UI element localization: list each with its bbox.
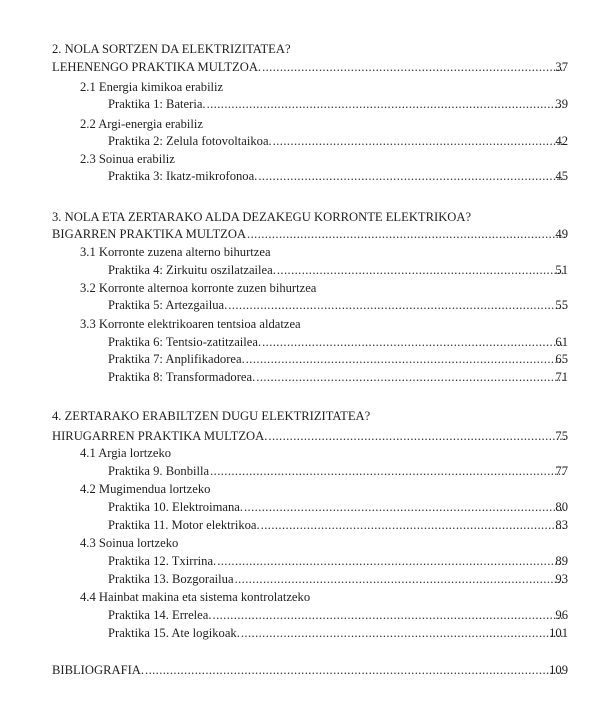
toc-page-number: 96 (555, 608, 568, 622)
toc-page-number: 93 (555, 572, 568, 586)
toc-page-number: 65 (555, 352, 568, 366)
toc-entry-label: Praktika 12. Txirrina. (108, 554, 217, 568)
practice-8-entry[interactable] (108, 368, 568, 386)
practice-10-entry[interactable] (108, 498, 568, 516)
practice-15-entry[interactable] (108, 624, 568, 642)
subsection-3-3: 3.3 Korronte elektrikoaren tentsioa aldatzea (80, 317, 301, 331)
practice-9-entry[interactable] (108, 462, 568, 480)
subsection-4-3: 4.3 Soinua lortzeko (80, 536, 179, 550)
dot-leader (247, 225, 565, 243)
practice-11-entry[interactable] (108, 516, 568, 534)
practice-1-entry[interactable] (108, 95, 568, 113)
toc-page-number: 49 (555, 227, 568, 241)
practice-14-entry[interactable] (108, 606, 568, 624)
toc-page-number: 83 (555, 518, 568, 532)
toc-page-number: 45 (555, 169, 568, 183)
practice-2-entry[interactable] (108, 132, 568, 150)
toc-entry-label: LEHENENGO PRAKTIKA MULTZOA. (52, 60, 262, 74)
practice-3-entry[interactable] (108, 167, 568, 185)
toc-entry-label: Praktika 2: Zelula fotovoltaikoa. (108, 134, 272, 148)
toc-entry-label: HIRUGARREN PRAKTIKA MULTZOA. (52, 429, 268, 443)
dot-leader (262, 58, 565, 76)
dot-leader (246, 350, 565, 368)
toc-entry-label: Praktika 4: Zirkuitu oszilatzailea. (108, 263, 276, 277)
practice-5-entry[interactable] (108, 296, 568, 314)
toc-entry-label: Praktika 8: Transformadorea. (108, 370, 256, 384)
toc-entry-label: Praktika 13. Bozgorailua (108, 572, 234, 586)
toc-page-number: 77 (555, 464, 568, 478)
section-3-heading: 3. NOLA ETA ZERTARAKO ALDA DEZAKEGU KORRONTE ELEKTRIKOA? (52, 210, 472, 224)
toc-entry-label: Praktika 15. Ate logikoak. (108, 626, 240, 640)
dot-leader (235, 570, 565, 588)
toc-entry-label: Praktika 1: Bateria. (108, 97, 206, 111)
practice-12-entry[interactable] (108, 552, 568, 570)
dot-leader (258, 167, 565, 185)
toc-page-number: 75 (555, 429, 568, 443)
subsection-4-4: 4.4 Hainbat makina eta sistema kontrolatzeko (80, 590, 311, 604)
section-2-heading: 2. NOLA SORTZEN DA ELEKTRIZITATEA? (52, 42, 291, 56)
subsection-3-1: 3.1 Korronte zuzena alterno bihurtzea (80, 245, 271, 259)
dot-leader (277, 261, 565, 279)
toc-entry-label: Praktika 11. Motor elektrikoa. (108, 518, 260, 532)
section-2-title-entry[interactable] (52, 58, 568, 76)
toc-entry-label: Praktika 6: Tentsio-zatitzailea. (108, 335, 262, 349)
toc-entry-label: BIGARREN PRAKTIKA MULTZOA (52, 227, 247, 241)
dot-leader (241, 624, 565, 642)
toc-page-number: 51 (555, 263, 568, 277)
section-4-heading: 4. ZERTARAKO ERABILTZEN DUGU ELEKTRIZITATEA? (52, 409, 371, 423)
subsection-2-1: 2.1 Energia kimikoa erabiliz (80, 80, 224, 94)
practice-13-entry[interactable] (108, 570, 568, 588)
toc-page-number: 37 (555, 60, 568, 74)
dot-leader (268, 427, 565, 445)
toc-page-number: 89 (555, 554, 568, 568)
dot-leader (244, 498, 565, 516)
toc-page-number: 55 (555, 298, 568, 312)
section-3-title-entry[interactable] (52, 225, 568, 243)
practice-4-entry[interactable] (108, 261, 568, 279)
section-4-title-entry[interactable] (52, 427, 568, 445)
dot-leader (145, 661, 565, 679)
dot-leader (213, 606, 565, 624)
subsection-4-1: 4.1 Argia lortzeko (80, 446, 172, 460)
dot-leader (207, 95, 565, 113)
toc-entry-label: Praktika 9. Bonbilla (108, 464, 210, 478)
toc-page-number: 101 (549, 626, 568, 640)
subsection-2-2: 2.2 Argi-energia erabiliz (80, 117, 203, 131)
toc-entry-label: Praktika 14. Errelea. (108, 608, 212, 622)
dot-leader (273, 132, 565, 150)
toc-entry-label: BIBLIOGRAFIA. (52, 663, 145, 677)
toc-page-number: 109 (549, 663, 568, 677)
dot-leader (262, 333, 565, 351)
dot-leader (210, 462, 565, 480)
toc-page-number: 61 (555, 335, 568, 349)
dot-leader (256, 368, 565, 386)
toc-page-number: 42 (555, 134, 568, 148)
toc-entry-label: Praktika 10. Elektroimana. (108, 500, 243, 514)
dot-leader (261, 516, 565, 534)
toc-page-number: 39 (555, 97, 568, 111)
toc-entry-label: Praktika 3: Ikatz-mikrofonoa. (108, 169, 258, 183)
toc-entry-label: Praktika 7: Anplifikadorea. (108, 352, 245, 366)
subsection-2-3: 2.3 Soinua erabiliz (80, 152, 175, 166)
practice-6-entry[interactable] (108, 333, 568, 351)
toc-page-number: 80 (555, 500, 568, 514)
bibliography-entry[interactable] (52, 661, 568, 679)
dot-leader (228, 296, 565, 314)
subsection-3-2: 3.2 Korronte alternoa korronte zuzen bihurtzea (80, 281, 317, 295)
practice-7-entry[interactable] (108, 350, 568, 368)
toc-page-number: 71 (555, 370, 568, 384)
toc-entry-label: Praktika 5: Artezgailua. (108, 298, 228, 312)
subsection-4-2: 4.2 Mugimendua lortzeko (80, 482, 211, 496)
dot-leader (217, 552, 565, 570)
